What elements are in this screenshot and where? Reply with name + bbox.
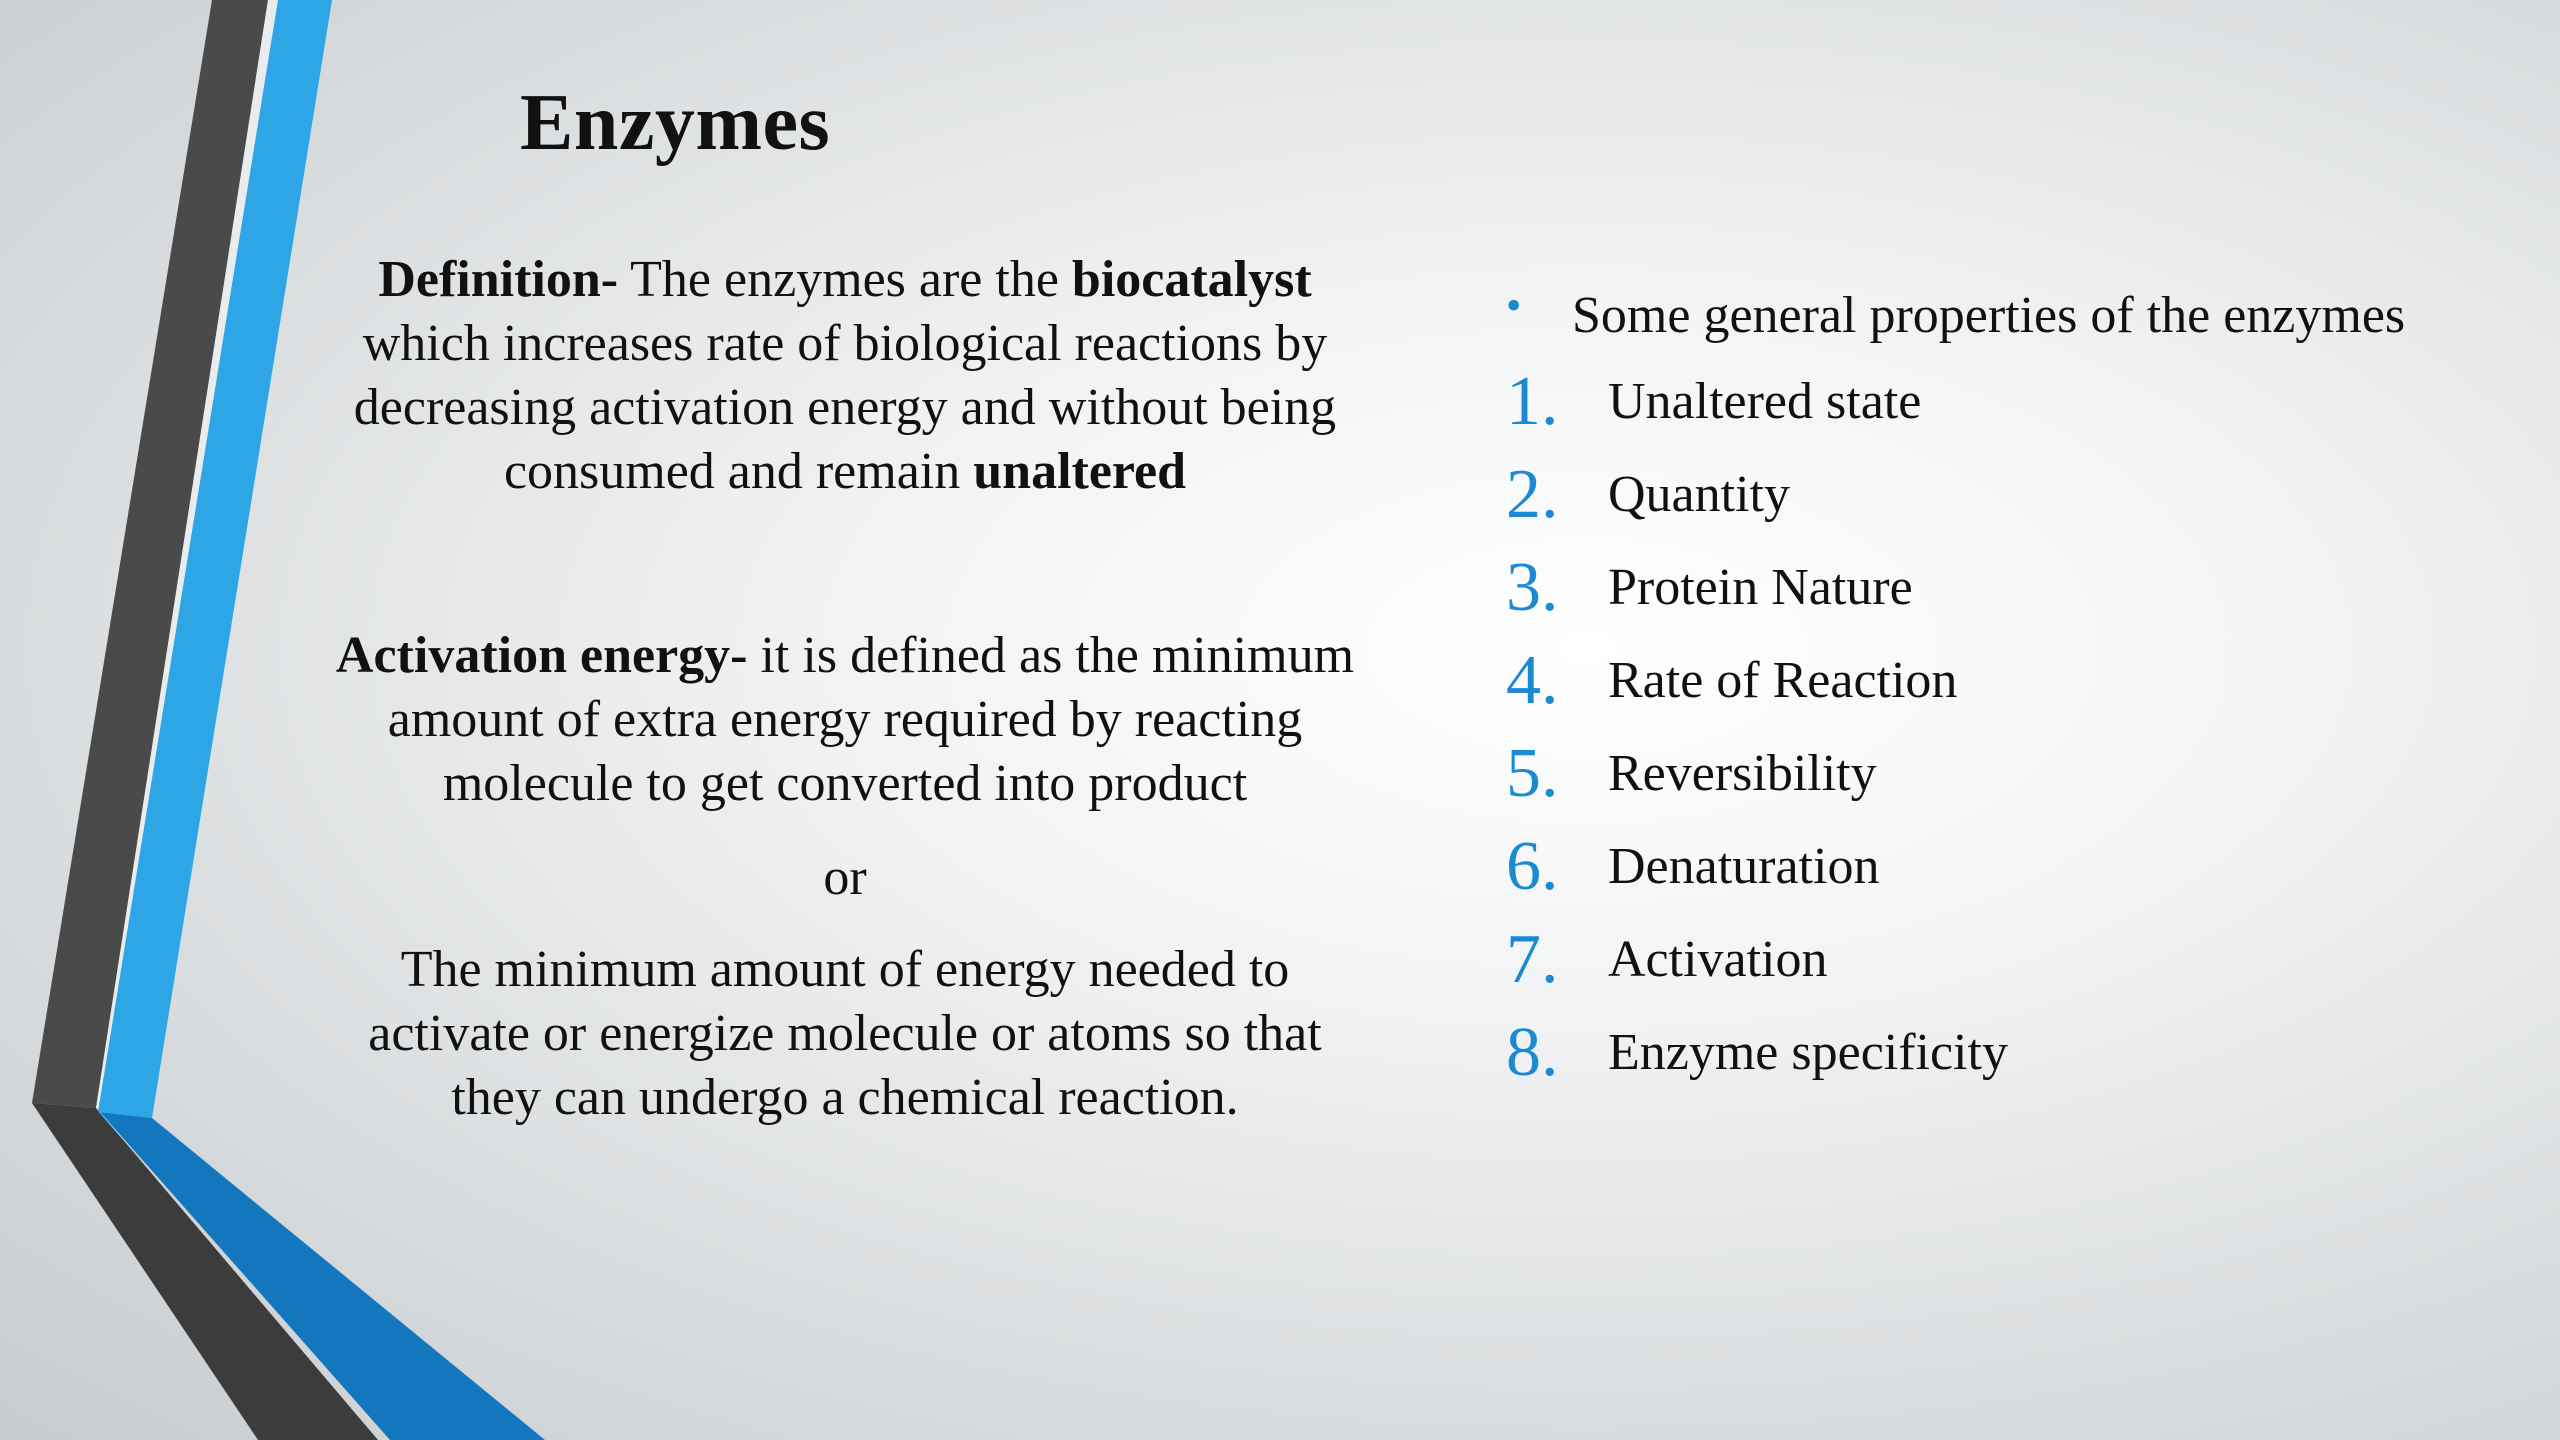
list-item [1506, 541, 2536, 634]
definition-text-b: which increases rate of biological reactions by decreasing activation energy and without being consumed and remain [353, 315, 1337, 500]
definition-bold-unaltered: unaltered [973, 443, 1187, 500]
alt-definition-paragraph: The minimum amount of energy needed to activate or energize molecule or atoms so that they can undergo a chemical reaction. [368, 941, 1322, 1126]
list-item-number: 2. [1506, 455, 1559, 533]
bullet-icon: • [1506, 280, 1522, 330]
list-item-number: 8. [1506, 1013, 1559, 1091]
definition-text-a: The enzymes are the [618, 251, 1072, 308]
list-item-label: Protein Nature [1608, 559, 1913, 616]
activation-term: Activation energy- [335, 627, 748, 684]
list-item-number: 3. [1506, 548, 1559, 626]
list-item-number: 5. [1506, 734, 1559, 812]
list-item [1506, 727, 2536, 820]
list-item [1506, 820, 2536, 913]
activation-text: it is defined as the minimum amount of extra energy required by reacting molecule to get converted into product [387, 627, 1355, 812]
list-item-number: 6. [1506, 827, 1559, 905]
properties-heading-row [1506, 275, 2536, 355]
properties-list [1506, 275, 2536, 1099]
list-item [1506, 448, 2536, 541]
definition-bold-biocatalyst: biocatalyst [1071, 251, 1312, 308]
list-item-label: Activation [1608, 931, 1828, 988]
properties-heading: Some general properties of the enzymes [1572, 286, 2406, 344]
list-item-label: Enzyme specificity [1608, 1024, 2008, 1081]
list-item-label: Denaturation [1608, 838, 1880, 895]
slide-title: Enzymes [520, 79, 831, 167]
list-item-label: Reversibility [1608, 745, 1877, 802]
list-item [1506, 634, 2536, 727]
definitions-panel [330, 248, 1360, 1130]
definition-term: Definition- [378, 251, 619, 308]
activation-paragraph [330, 624, 1360, 816]
list-item-number: 4. [1506, 641, 1559, 719]
list-item [1506, 913, 2536, 1006]
or-separator: or [823, 849, 867, 906]
list-item-label: Rate of Reaction [1608, 652, 1958, 709]
list-item-number: 1. [1506, 362, 1559, 440]
list-item-label: Quantity [1608, 466, 1790, 523]
list-item-label: Unaltered state [1608, 373, 1922, 430]
list-item [1506, 355, 2536, 448]
list-item-number: 7. [1506, 920, 1559, 998]
definition-paragraph [330, 248, 1360, 504]
list-item [1506, 1006, 2536, 1099]
